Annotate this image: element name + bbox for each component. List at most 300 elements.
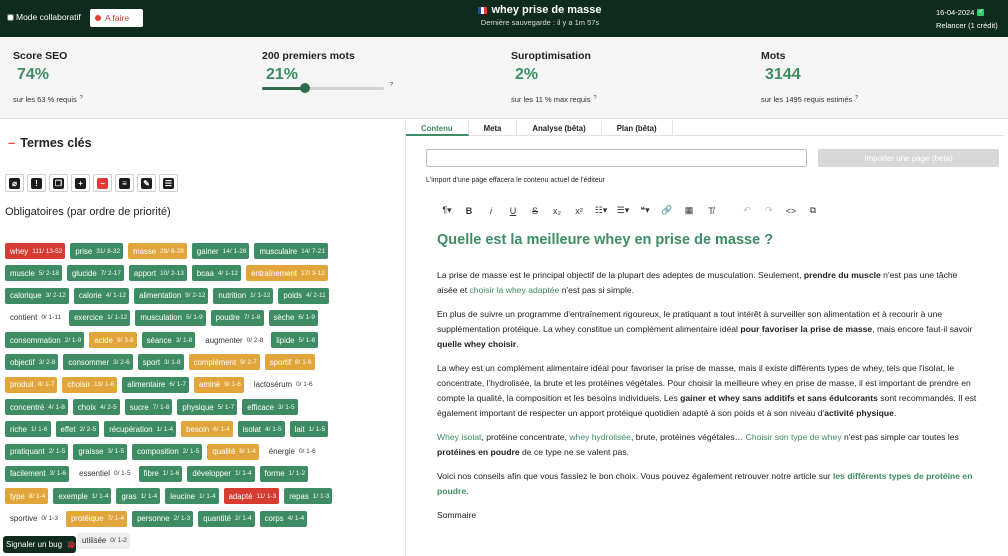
keyword-tag[interactable] — [181, 421, 233, 437]
quote-icon[interactable]: ❝▾ — [640, 205, 650, 215]
content-paragraph — [437, 361, 977, 421]
keyword-count: 2/ 1-5 — [182, 448, 200, 456]
keyword-term: composition — [137, 447, 179, 457]
bold-icon[interactable]: B — [465, 205, 473, 216]
keyword-tag[interactable] — [194, 377, 244, 393]
keyword-tag[interactable] — [5, 399, 68, 415]
keyword-tag[interactable] — [104, 421, 176, 437]
keyword-count: 0/ 1-5 — [113, 470, 131, 478]
keyword-term: riche — [10, 424, 27, 434]
text-span: Voici nos conseils afin que vous fassiez le bon choix. Vous pouvez également retrouver notre article sur — [437, 471, 834, 481]
last-save-text: Dernière sauvegarde : il y a 1m 57s — [480, 18, 600, 27]
keyword-count: 1/ 1-12 — [107, 314, 128, 322]
keyword-count: 1/ 1-12 — [250, 292, 271, 300]
keyword-term: choisir — [67, 380, 90, 390]
keyword-count: 5/ 2-18 — [38, 269, 59, 277]
keyword-term: apport — [133, 268, 157, 278]
keyword-term: sportif — [269, 357, 291, 367]
report-bug-button[interactable] — [3, 536, 76, 553]
keyword-count: 1/ 1-3 — [312, 492, 330, 500]
keyword-count: 4/ 1-5 — [264, 425, 282, 433]
keyword-tag[interactable] — [5, 310, 64, 326]
keyword-term: concentré — [10, 402, 45, 412]
keyword-term: physique — [182, 402, 214, 412]
link-icon[interactable]: 🔗 — [661, 205, 673, 215]
keyword-count: 1/ 1-4 — [140, 492, 158, 500]
keyword-count: 1/ 1-5 — [308, 425, 326, 433]
tool-alert-button[interactable] — [27, 174, 46, 192]
italic-icon[interactable]: i — [490, 205, 492, 216]
tool-hide-button[interactable] — [5, 174, 24, 192]
keyword-tag[interactable] — [53, 488, 111, 504]
keyword-tag[interactable] — [213, 288, 273, 304]
bullet-list-icon[interactable]: ☰▾ — [616, 205, 630, 215]
keyword-term: musculation — [140, 313, 182, 323]
text-span: n'est pas simple car toutes les — [841, 432, 959, 442]
keyword-count: 8/ 1-6 — [295, 358, 312, 366]
keyword-count: 31/ 8-32 — [96, 247, 121, 255]
content-paragraph — [437, 307, 977, 352]
keyword-tag[interactable] — [67, 265, 124, 281]
keyword-term: quantité — [203, 514, 231, 524]
keyword-count: 9/ 1-6 — [224, 381, 241, 389]
keyword-term: sèche — [273, 313, 295, 323]
keyword-count: 1/ 1-6 — [30, 425, 48, 433]
keyword-term: lait — [294, 424, 305, 434]
keyword-term: besoin — [186, 424, 210, 434]
keyword-tag[interactable] — [132, 444, 202, 460]
keyword-term: sport — [142, 357, 161, 367]
keyword-tag[interactable] — [66, 511, 127, 527]
keyword-tag[interactable] — [192, 265, 241, 281]
keyword-tag[interactable] — [271, 332, 318, 348]
keyword-tag[interactable] — [135, 310, 205, 326]
keyword-term: poudre — [215, 313, 240, 323]
keyword-term: adapté — [228, 491, 253, 501]
import-page-button[interactable]: Importer une page (beta) — [818, 149, 999, 167]
keyword-count: 5/ 1-7 — [217, 403, 235, 411]
keyword-tag[interactable] — [189, 354, 260, 370]
tool-add-button[interactable] — [71, 174, 90, 192]
report-bug-label: Signaler un bug — [6, 540, 63, 549]
keyword-term: pratiquant — [10, 447, 45, 457]
stat-seo-label: Score SEO — [13, 50, 68, 62]
keyword-tag[interactable] — [224, 488, 280, 504]
keyword-tag[interactable] — [116, 488, 160, 504]
keyword-row — [5, 354, 395, 371]
keyword-count: 3/ 2-8 — [38, 358, 56, 366]
notes-icon: ☰ — [164, 178, 173, 188]
keyword-tag[interactable] — [69, 310, 130, 326]
tool-notes-button[interactable] — [159, 174, 178, 192]
text-span: . — [466, 486, 469, 496]
keyword-tag[interactable] — [5, 288, 69, 304]
keyword-tag[interactable] — [200, 332, 266, 348]
keyword-term: graisse — [78, 447, 104, 457]
content-paragraph — [437, 268, 977, 298]
keyword-tags — [5, 243, 395, 555]
tab-contenu[interactable]: Contenu — [406, 120, 469, 136]
stat-seo-value: 74% — [17, 66, 50, 83]
keyword-tag[interactable] — [177, 399, 237, 415]
keyword-tag[interactable] — [74, 466, 133, 482]
redo-icon[interactable]: ↷ — [765, 205, 773, 215]
keyword-tag[interactable] — [265, 354, 315, 370]
underline-icon[interactable]: U — [509, 205, 517, 216]
keyword-count: 29/ 8-28 — [160, 247, 184, 255]
keyword-tag[interactable] — [192, 243, 250, 259]
keyword-tag[interactable] — [5, 377, 57, 393]
slider-fill — [262, 87, 305, 90]
keyword-term: calorie — [78, 291, 102, 301]
text-span: pour favoriser la prise de masse — [740, 324, 873, 334]
list-icon: ≡ — [119, 178, 130, 189]
keyword-count: 17/ 3-12 — [301, 269, 325, 277]
help-icon[interactable]: ? — [593, 95, 597, 101]
keywords-panel — [0, 120, 404, 556]
alert-icon: ! — [31, 178, 42, 189]
keyword-tag[interactable] — [187, 466, 254, 482]
stat-overopt-label: Suroptimisation — [511, 50, 591, 62]
keyword-row — [5, 421, 395, 438]
bug-icon: 🐞 — [66, 540, 76, 549]
text-span: quelle whey choisir — [437, 339, 517, 349]
keyword-term: augmenter — [205, 335, 243, 345]
add-copy-icon: + — [75, 178, 86, 189]
keyword-count: 4/ 1-8 — [48, 403, 65, 411]
keyword-tag[interactable] — [74, 288, 129, 304]
keyword-tag[interactable] — [211, 310, 264, 326]
keyword-tag[interactable] — [122, 377, 189, 393]
keyword-count: 9/ 2-7 — [240, 358, 257, 366]
help-icon[interactable]: ? — [855, 95, 859, 101]
first200-slider[interactable] — [262, 87, 384, 90]
keyword-tag[interactable] — [142, 332, 196, 348]
keyword-row — [5, 288, 395, 305]
france-flag-icon — [478, 7, 487, 14]
keyword-tag[interactable] — [249, 377, 316, 393]
keyword-count: 3/ 1-8 — [164, 358, 181, 366]
editor-tabs — [406, 120, 1004, 136]
keyword-row — [5, 444, 395, 461]
stat-overopt-note: sur les 11 % max requis ? — [511, 95, 597, 104]
keyword-tag[interactable] — [138, 354, 184, 370]
keyword-term: lactosérum — [253, 380, 293, 390]
table-icon[interactable]: ▦ — [684, 205, 694, 215]
keyword-term: choix — [77, 402, 97, 412]
keyword-tag[interactable] — [5, 332, 84, 348]
keyword-count: 9/ 2-12 — [185, 292, 206, 300]
subscript-icon[interactable]: x₂ — [553, 205, 561, 216]
stat-seo-note: sur les 63 % requis ? — [13, 95, 83, 104]
keyword-tag[interactable] — [5, 488, 48, 504]
text-span: Whey isolat — [437, 432, 482, 442]
keyword-tag[interactable] — [242, 399, 297, 415]
stat-seo-score — [13, 50, 67, 84]
keyword-tag[interactable] — [260, 466, 309, 482]
keyword-term: gras — [121, 491, 137, 501]
date-text: 16-04-2024 — [936, 8, 975, 17]
keyword-tag[interactable] — [63, 354, 132, 370]
keyword-count: 1/ 1-4 — [234, 470, 252, 478]
keyword-count: 2/ 1-4 — [234, 515, 252, 523]
keyword-count: 0/ 1-6 — [296, 381, 313, 389]
content-paragraph — [437, 508, 977, 523]
keyword-tag[interactable] — [269, 310, 318, 326]
stat-overopt-value: 2% — [515, 66, 539, 83]
keyword-term: alimentation — [139, 291, 182, 301]
keyword-term: exemple — [58, 491, 88, 501]
keyword-term: whey — [10, 246, 29, 256]
keyword-term: consommation — [10, 335, 61, 345]
keyword-tag[interactable] — [70, 243, 123, 259]
superscript-icon[interactable]: x² — [575, 205, 583, 216]
keyword-term: développer — [192, 469, 231, 479]
keyword-count: 0/ 1-6 — [298, 448, 316, 456]
keyword-tag[interactable] — [128, 243, 187, 259]
keyword-tag[interactable] — [73, 399, 120, 415]
keyword-count: 2/ 1-3 — [173, 515, 191, 523]
stat-words — [761, 50, 801, 84]
keyword-tag[interactable] — [129, 265, 187, 281]
text-span: les différents types de protéine en poudre — [437, 471, 973, 496]
keyword-count: 4/ 1-4 — [287, 515, 305, 523]
keyword-term: prise — [75, 246, 93, 256]
keyword-count: 4/ 2-11 — [306, 292, 326, 300]
text-span: n'est pas une tâche aisée et — [437, 270, 958, 295]
keyword-tag[interactable] — [5, 243, 65, 259]
numbered-list-icon[interactable]: ☷▾ — [594, 205, 608, 215]
keyword-tag[interactable] — [62, 377, 117, 393]
keyword-term: calorique — [10, 291, 42, 301]
keyword-term: acide — [94, 335, 113, 345]
keyword-term: musculaire — [259, 246, 298, 256]
keyword-tag[interactable] — [125, 399, 173, 415]
keyword-count: 8/ 1-7 — [37, 381, 55, 389]
keyword-term: qualité — [212, 447, 236, 457]
keyword-term: exercice — [74, 313, 104, 323]
stat-first-200-words — [262, 50, 355, 84]
keyword-tag[interactable] — [254, 243, 328, 259]
keyword-term: type — [10, 491, 25, 501]
keyword-tag[interactable] — [290, 421, 329, 437]
text-span: choisir la whey adaptée — [469, 285, 560, 295]
text-span: n'est pas si simple. — [559, 285, 635, 295]
tab-plan[interactable]: Plan (bêta) — [602, 120, 673, 136]
keyword-term: objectif — [10, 357, 35, 367]
keyword-count: 3/ 2-6 — [113, 358, 130, 366]
stat-first200-value: 21% — [266, 66, 299, 83]
keyword-term: sucre — [129, 402, 149, 412]
keyword-count: 2/ 1-5 — [48, 448, 66, 456]
keyword-term: efficace — [247, 402, 274, 412]
slider-knob[interactable] — [300, 83, 310, 93]
keyword-count: 6/ 1-9 — [298, 314, 315, 322]
keyword-term: consommer — [68, 357, 110, 367]
keyword-term: entraînement — [251, 268, 298, 278]
keyword-count: 9/ 3-8 — [116, 336, 134, 344]
editor-content[interactable] — [437, 230, 977, 532]
keywords-header[interactable] — [8, 136, 92, 150]
keyword-tag[interactable] — [77, 533, 130, 549]
keyword-count: 3/ 1-6 — [49, 470, 67, 478]
keyword-term: énergie — [268, 447, 295, 457]
help-icon[interactable]: ? — [79, 95, 83, 101]
keyword-tag[interactable] — [5, 265, 62, 281]
tab-analyse[interactable]: Analyse (bêta) — [517, 120, 601, 136]
keyword-term: muscle — [10, 268, 35, 278]
keyword-term: essentiel — [79, 469, 110, 479]
text-span: , protéine concentrate, — [481, 432, 570, 442]
text-span: whey hydrolisée — [569, 432, 631, 442]
keyword-count: 14/ 1-28 — [222, 247, 247, 255]
keyword-count: 1/ 1-4 — [156, 425, 174, 433]
text-span: . — [893, 408, 897, 418]
keyword-term: gainer — [196, 246, 219, 256]
text-span: , mais encore faut-il savoir — [872, 324, 973, 334]
import-url-input[interactable] — [426, 149, 807, 167]
keyword-row — [5, 332, 395, 349]
keyword-count: 3/ 1-5 — [107, 448, 125, 456]
keyword-tag[interactable] — [134, 288, 208, 304]
keyword-count: 5/ 1-9 — [185, 314, 203, 322]
text-span: , brute, protéines végétales… — [630, 432, 746, 442]
keyword-count: 3/ 1-8 — [175, 336, 193, 344]
text-span: La whey est un complément alimentaire idéal pour favoriser la prise de masse, mais il existe différents types de whey, tels que l'isolat, le concentrate, l'hydrolisée, la brute et les protéines végétales. Pour choisir la meilleure whey en prise de masse, il est important de prendre en compte la qualité, la composition et les besoins individuels. Les — [437, 363, 971, 403]
keyword-count: 0/ 2-8 — [246, 336, 264, 344]
paragraph-format-icon[interactable]: ¶▾ — [442, 205, 452, 215]
stat-words-label: Mots — [761, 50, 786, 62]
keyword-tag[interactable] — [198, 511, 254, 527]
keyword-count: 0/ 1-3 — [41, 515, 58, 523]
collapse-icon[interactable]: – — [8, 135, 16, 150]
keyword-term: effet — [60, 424, 76, 434]
keyword-tag[interactable] — [278, 288, 328, 304]
keyword-tag[interactable] — [139, 466, 183, 482]
stat-words-value: 3144 — [765, 66, 801, 83]
keyword-count: 1/ 1-4 — [91, 492, 109, 500]
text-span: Sommaire — [437, 510, 477, 520]
date-display — [936, 8, 984, 17]
keyword-row — [5, 265, 395, 282]
keyword-term: bcaa — [196, 268, 214, 278]
keyword-tag[interactable] — [5, 466, 69, 482]
keyword-tag[interactable] — [56, 421, 100, 437]
edit-icon: ✎ — [141, 178, 152, 189]
collab-label: Mode collaboratif — [16, 12, 81, 22]
text-span: gainer et whey sans additifs et sans édulcorants — [680, 393, 878, 403]
import-note: L'import d'une page effacera le contenu actuel de l'éditeur — [426, 177, 606, 184]
text-span: La prise de masse est le principal objectif de la plupart des adeptes de musculation. Seulement, — [437, 270, 804, 280]
help-icon[interactable]: ? — [390, 82, 394, 88]
code-icon[interactable]: <> — [785, 205, 797, 216]
keyword-tag[interactable] — [238, 421, 285, 437]
eye-off-icon: ⌀ — [9, 178, 20, 189]
keyword-tag[interactable] — [89, 332, 136, 348]
stat-words-note: sur les 1495 requis estimés ? — [761, 95, 859, 104]
keyword-count: 0/ 1-2 — [110, 537, 127, 545]
keyword-term: récupération — [109, 424, 153, 434]
undo-icon[interactable]: ↶ — [743, 205, 751, 215]
text-span: sont recommandés. Il est également important de respecter un apport protéique quotidien adapté à son poids et à son niveau d' — [437, 393, 977, 418]
keyword-term: complément — [193, 357, 237, 367]
keyword-term: lipide — [276, 335, 295, 345]
keyword-count: 6/ 1-7 — [169, 381, 187, 389]
stats-panel — [0, 37, 1008, 119]
keyword-term: glucide — [71, 268, 97, 278]
keyword-term: personne — [137, 514, 170, 524]
content-paragraph — [437, 469, 977, 499]
keyword-tag[interactable] — [260, 511, 308, 527]
keyword-term: facilement — [10, 469, 46, 479]
tool-copy-button[interactable] — [49, 174, 68, 192]
top-bar — [0, 0, 1008, 37]
keyword-term: produit — [10, 380, 34, 390]
text-span: En plus de suivre un programme d'entraînement rigoureux, le pratiquant a tout intérêt à surveiller son alimentation et à recourir à une supplémentation protéique. La whey constitue un complément alimentaire idéal — [437, 309, 943, 334]
keyword-row — [5, 511, 395, 528]
text-span: de ce type ne se valent pas. — [519, 447, 630, 457]
keyword-count: 8/ 1-4 — [239, 448, 256, 456]
keyword-tag[interactable] — [5, 421, 51, 437]
keyword-term: séance — [146, 335, 172, 345]
keyword-tag[interactable] — [207, 444, 259, 460]
keyword-row — [5, 466, 395, 483]
keyword-term: fibre — [143, 469, 159, 479]
editor-toolbar — [436, 205, 824, 216]
keyword-count: 5/ 1-8 — [298, 336, 316, 344]
text-span: protéines en poudre — [437, 447, 520, 457]
keyword-count: 2/ 2-5 — [79, 425, 97, 433]
keyword-count: 7/ 1-8 — [152, 403, 170, 411]
tool-list-button[interactable] — [115, 174, 134, 192]
keyword-count: 11/ 1-3 — [256, 492, 277, 500]
strikethrough-icon[interactable]: S — [531, 205, 538, 216]
mandatory-heading: Obligatoires (par ordre de priorité) — [5, 206, 171, 218]
tab-meta[interactable]: Meta — [469, 120, 518, 136]
keyword-tag[interactable] — [246, 265, 328, 281]
text-span: Choisir son type de whey — [745, 432, 842, 442]
keyword-count: 4/ 1-12 — [217, 269, 239, 277]
tool-edit-button[interactable] — [137, 174, 156, 192]
keyword-count: 2/ 1-9 — [64, 336, 82, 344]
keyword-tag[interactable] — [5, 511, 61, 527]
clear-format-icon[interactable]: T̸ — [708, 205, 714, 216]
tool-remove-button[interactable] — [93, 174, 112, 192]
copy-icon: ❐ — [54, 178, 63, 188]
keyword-tag[interactable] — [5, 354, 58, 370]
keyword-row — [5, 243, 395, 260]
keyword-tag[interactable] — [132, 511, 193, 527]
keyword-count: 1/ 1-2 — [288, 470, 306, 478]
keyword-count: 3/ 1-5 — [277, 403, 295, 411]
keyword-count: 1/ 1-6 — [162, 470, 180, 478]
copy-content-icon[interactable]: ⧉ — [809, 205, 817, 215]
keyword-term: forme — [264, 469, 285, 479]
keyword-row — [5, 399, 395, 416]
keyword-tag[interactable] — [165, 488, 218, 504]
keyword-term: corps — [264, 514, 284, 524]
remove-icon: − — [97, 178, 108, 189]
keyword-tag[interactable] — [73, 444, 127, 460]
text-span: . — [516, 339, 519, 349]
keyword-row — [5, 310, 395, 327]
keyword-tag[interactable] — [5, 444, 68, 460]
keyword-tag[interactable] — [264, 444, 319, 460]
keyword-count: 111/ 13-52 — [32, 247, 63, 255]
relaunch-link[interactable]: Relancer (1 crédit) — [936, 21, 998, 30]
content-h1: Quelle est la meilleure whey en prise de masse ? — [437, 232, 774, 248]
keyword-tag[interactable] — [284, 488, 332, 504]
